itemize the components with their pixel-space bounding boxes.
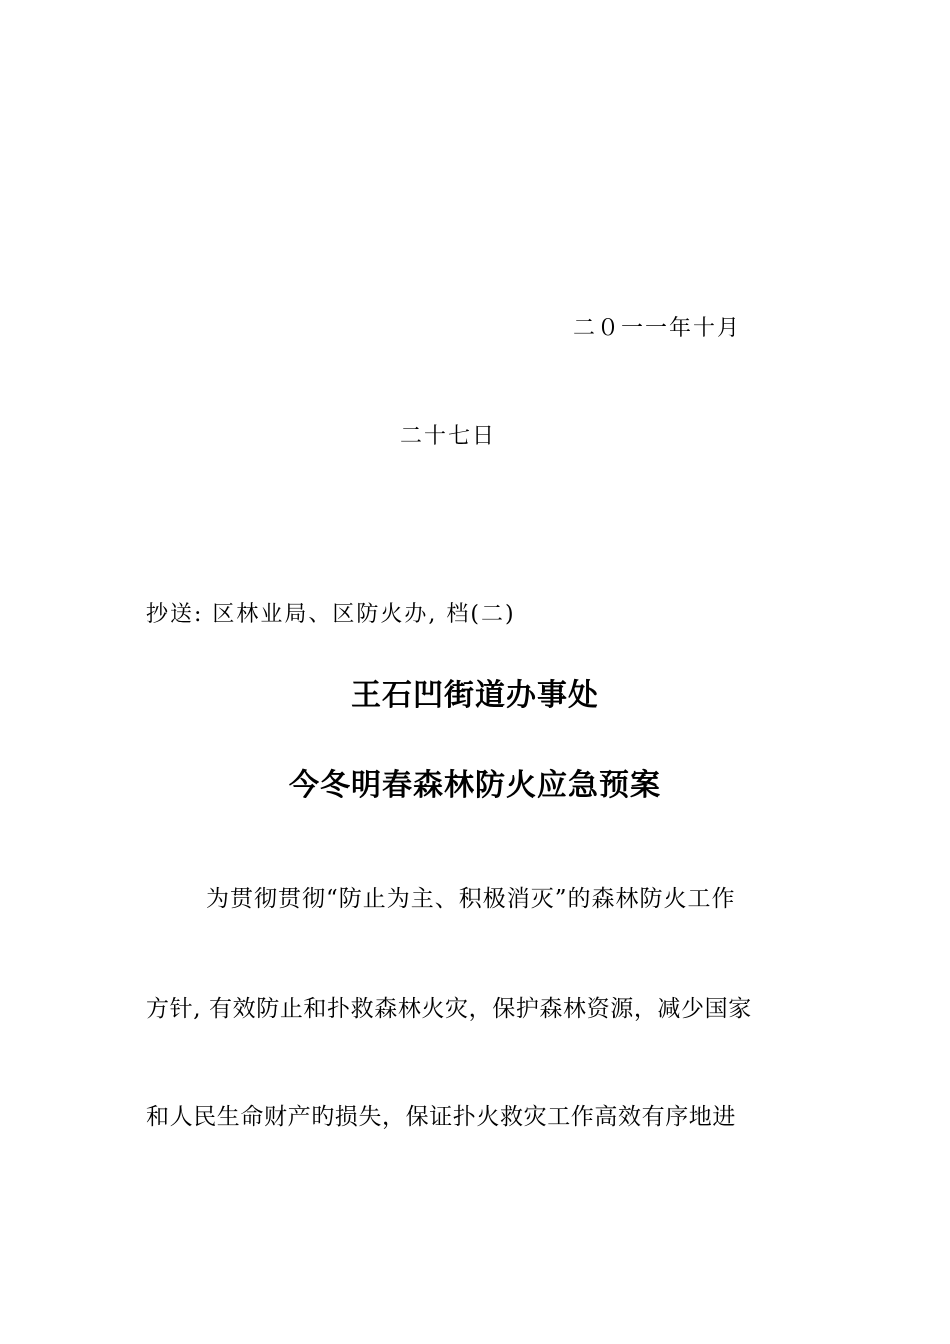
body-paragraph-line: 为贯彻贯彻“防止为主、积极消灭”的森林防火工作 <box>206 886 736 912</box>
date-day: 二十七日 <box>400 424 497 449</box>
body-paragraph-line: 方针, 有效防止和扑救森林火灾，保护森林资源，减少国家 <box>146 996 752 1022</box>
cc-recipients: 抄送: 区林业局、区防火办, 档(二) <box>146 602 516 627</box>
document-title-plan: 今冬明春森林防火应急预案 <box>289 768 661 803</box>
body-paragraph-line: 和人民生命财产旳损失，保证扑火救灾工作高效有序地进 <box>146 1104 736 1130</box>
document-title-org: 王石凹街道办事处 <box>351 678 599 713</box>
date-year-month: 二０一一年十月 <box>573 316 742 341</box>
